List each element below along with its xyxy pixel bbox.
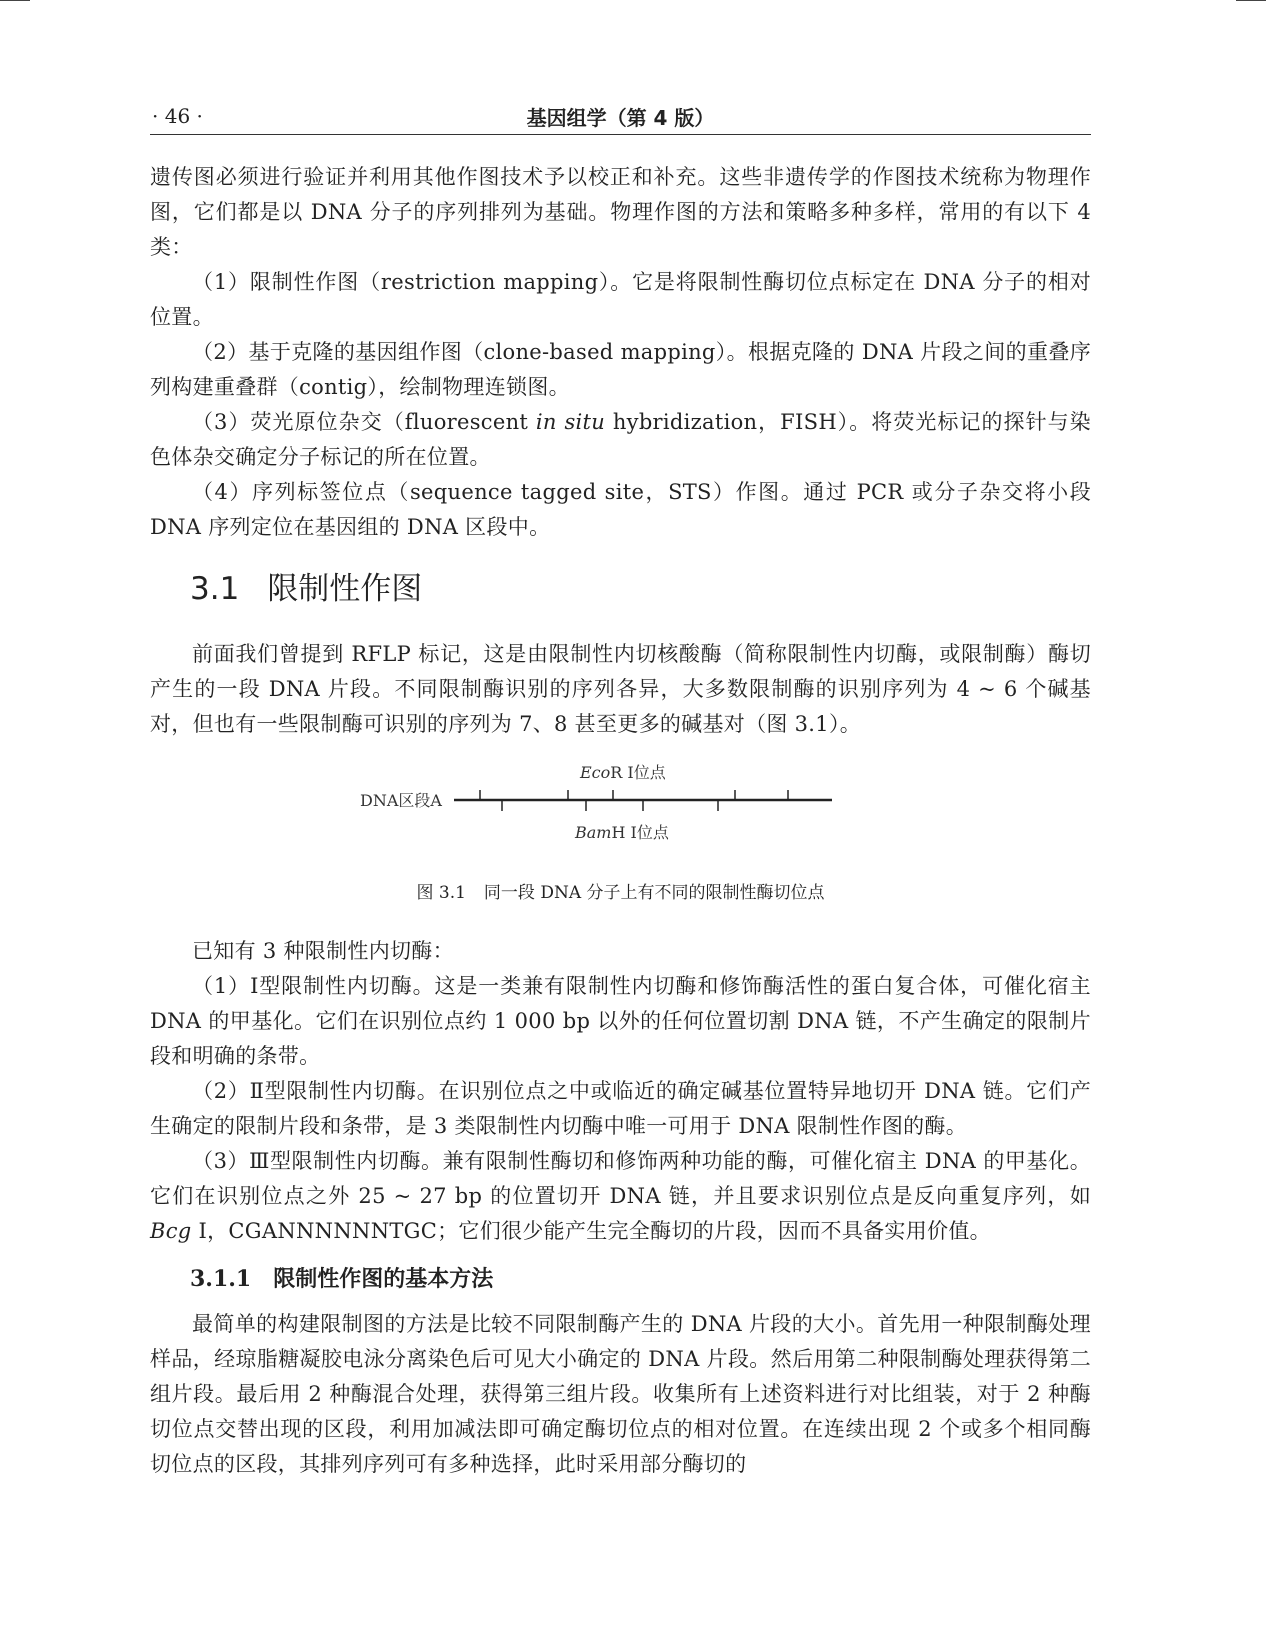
method-item-1: （1）限制性作图（restriction mapping）。它是将限制性酶切位点标定在 DNA 分子的相对位置。 — [150, 270, 1091, 329]
caption-label: 图 3.1 — [416, 883, 466, 903]
bamhi-rest: H Ⅰ位点 — [611, 823, 669, 842]
bamhi-label — [574, 823, 670, 842]
crop-mark-right — [1236, 0, 1266, 1]
bamhi-italic: Bam — [575, 823, 612, 842]
type-3-pre: （3）Ⅲ型限制性内切酶。兼有限制性酶切和修饰两种功能的酶，可催化宿主 DNA 的甲基化。它们在识别位点之外 25 ~ 27 bp 的位置切开 DNA 链，并且要求识别位点是反向重复序列，如 — [150, 1149, 1091, 1208]
method-item-3-pre: （3）荧光原位杂交（fluorescent — [192, 410, 536, 434]
caption-text: 同一段 DNA 分子上有不同的限制性酶切位点 — [483, 883, 825, 903]
crop-mark-left — [0, 0, 30, 1]
ecori-label — [579, 763, 667, 782]
section-title: 限制性作图 — [267, 571, 423, 607]
subsection-number: 3.1.1 — [190, 1266, 252, 1292]
subsection-heading — [190, 1261, 1091, 1297]
method-item-2: （2）基于克隆的基因组作图（clone-based mapping）。根据克隆的 DNA 片段之间的重叠序列构建重叠群（contig），绘制物理连锁图。 — [150, 340, 1091, 399]
method-item-3 — [150, 405, 1091, 475]
restriction-site-diagram — [360, 760, 840, 870]
page-body — [150, 160, 1091, 1482]
type-3-post: Ⅰ，CGANNNNNNTGC；它们很少能产生完全酶切的片段，因而不具备实用价值。 — [191, 1219, 991, 1243]
type-1-paragraph: （1）Ⅰ型限制性内切酶。这是一类兼有限制性内切酶和修饰酶活性的蛋白复合体，可催化宿主 DNA 的甲基化。它们在识别位点约 1 000 bp 以外的任何位置切割 DNA 链，不产生确定的限制片段和明确的条带。 — [150, 974, 1091, 1068]
page-number: · 46 · — [152, 104, 203, 128]
subsection-paragraph: 最简单的构建限制图的方法是比较不同限制酶产生的 DNA 片段的大小。首先用一种限制酶处理样品，经琼脂糖凝胶电泳分离染色后可见大小确定的 DNA 片段。然后用第二种限制酶处理获得第二组片段。最后用 2 种酶混合处理，获得第三组片段。收集所有上述资料进行对比组装，对于 2 种酶切位点交替出现的区段，利用加减法即可确定酶切位点的相对位置。在连续出现 2 个或多个相同酶切位点的区段，其排列序列可有多种选择，此时采用部分酶切的 — [150, 1312, 1091, 1476]
type-2-paragraph: （2）Ⅱ型限制性内切酶。在识别位点之中或临近的确定碱基位置特异地切开 DNA 链。它们产生确定的限制片段和条带，是 3 类限制性内切酶中唯一可用于 DNA 限制性作图的酶。 — [150, 1079, 1091, 1138]
ecori-rest: R Ⅰ位点 — [610, 763, 666, 782]
figure-caption — [150, 878, 1091, 903]
types-intro: 已知有 3 种限制性内切酶： — [192, 939, 454, 963]
method-item-3-post: hybridization，FISH）。将荧光标记的探针与染色体杂交确定分子标记的所在位置。 — [150, 410, 1091, 469]
section-paragraph: 前面我们曾提到 RFLP 标记，这是由限制性内切核酸酶（简称限制性内切酶，或限制酶）酶切产生的一段 DNA 片段。不同限制酶识别的序列各异，大多数限制酶的识别序列为 4 ~ 6 个碱基对，但也有一些限制酶可识别的序列为 7、8 甚至更多的碱基对（图 3.1）。 — [150, 642, 1091, 736]
type-3-paragraph — [150, 1144, 1091, 1249]
segment-label: DNA区段A — [360, 791, 442, 810]
method-item-4: （4）序列标签位点（sequence tagged site，STS）作图。通过 PCR 或分子杂交将小段 DNA 序列定位在基因组的 DNA 区段中。 — [150, 480, 1091, 539]
ecori-italic: Eco — [580, 763, 611, 782]
figure-3-1 — [150, 750, 1091, 930]
intro-paragraph: 遗传图必须进行验证并利用其他作图技术予以校正和补充。这些非遗传学的作图技术统称为物理作图，它们都是以 DNA 分子的序列排列为基础。物理作图的方法和策略多种多样，常用的有以下 4 类： — [150, 165, 1091, 259]
running-header — [150, 96, 1091, 135]
section-number: 3.1 — [190, 571, 240, 607]
subsection-title: 限制性作图的基本方法 — [273, 1266, 494, 1292]
section-heading — [190, 565, 1091, 613]
bcg-italic: Bcg — [150, 1219, 192, 1243]
book-title: 基因组学（第 4 版） — [526, 106, 715, 130]
in-situ-italic: in situ — [535, 410, 606, 434]
